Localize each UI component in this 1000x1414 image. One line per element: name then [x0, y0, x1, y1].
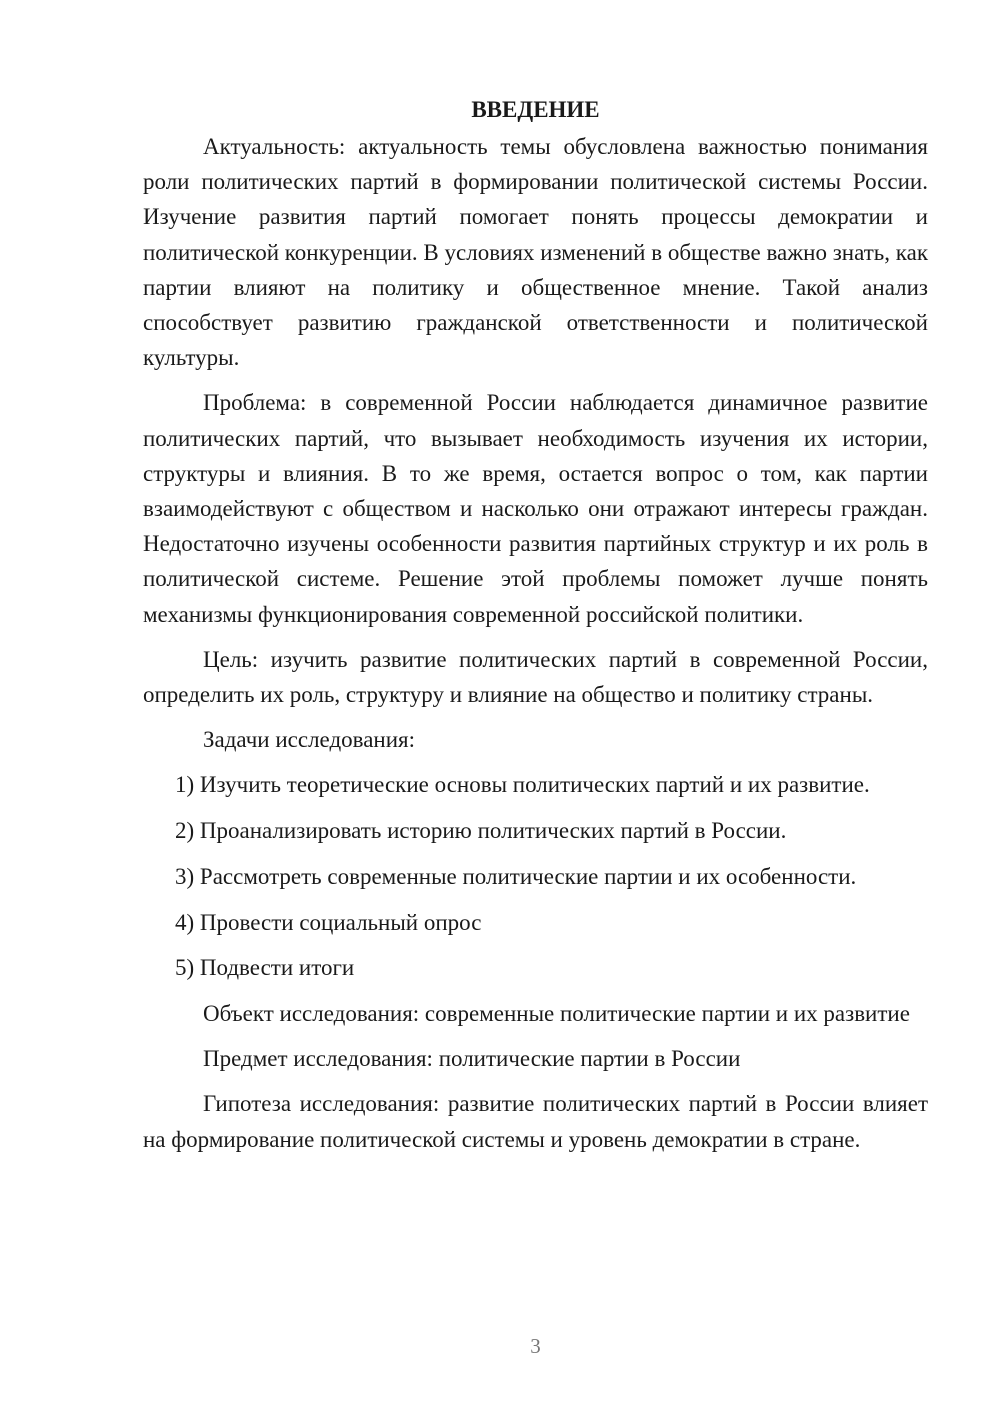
page-number: 3: [530, 1334, 541, 1358]
goal-paragraph: Цель: изучить развитие политических партий в современной России, определить их роль, структуру и влияние на общество и политику страны.: [143, 646, 928, 708]
page-title: ВВЕДЕНИЕ: [471, 97, 600, 122]
hypothesis-paragraph: Гипотеза исследования: развитие политических партий в России влияет на формирование политической системы и уровень демократии в стране.: [143, 1091, 928, 1152]
problem-paragraph: Проблема: в современной России наблюдается динамичное развитие политических партий, что вызывает необходимость изучения их истории, структуры и влияния. В то же время, остается вопрос о том, как партии взаимодействуют с обществом и насколько они отражают интересы граждан. Недостаточно изучены особенности развития партийных структур и их роль в политической системе. Решение этой проблемы поможет лучше понять механизмы функционирования современной российской политики.: [143, 390, 928, 627]
list-item: 2) Проанализировать историю политических партий в России.: [175, 818, 787, 844]
relevance-paragraph: Актуальность: актуальность темы обусловлена важностью понимания роли политических партий в формировании политической системы России. Изучение развития партий помогает понять процессы демократии и политической конкуренции. В условиях изменений в обществе важно знать, как партии влияют на политику и общественное мнение. Такой анализ способствует развитию гражданской ответственности и политической культуры.: [143, 134, 928, 371]
list-item: 3) Рассмотреть современные политические партии и их особенности.: [175, 863, 857, 889]
tasks-list: [143, 767, 928, 985]
object-paragraph: Объект исследования: современные политические партии и их развитие: [203, 1000, 910, 1026]
tasks-heading: Задачи исследования:: [203, 727, 416, 753]
subject-paragraph: Предмет исследования: политические партии в России: [203, 1046, 741, 1072]
document-page: [143, 92, 928, 1167]
list-item: 4) Провести социальный опрос: [175, 909, 482, 935]
list-item: 5) Подвести итоги: [175, 955, 355, 981]
list-item: 1) Изучить теоретические основы политических партий и их развитие.: [175, 772, 870, 798]
